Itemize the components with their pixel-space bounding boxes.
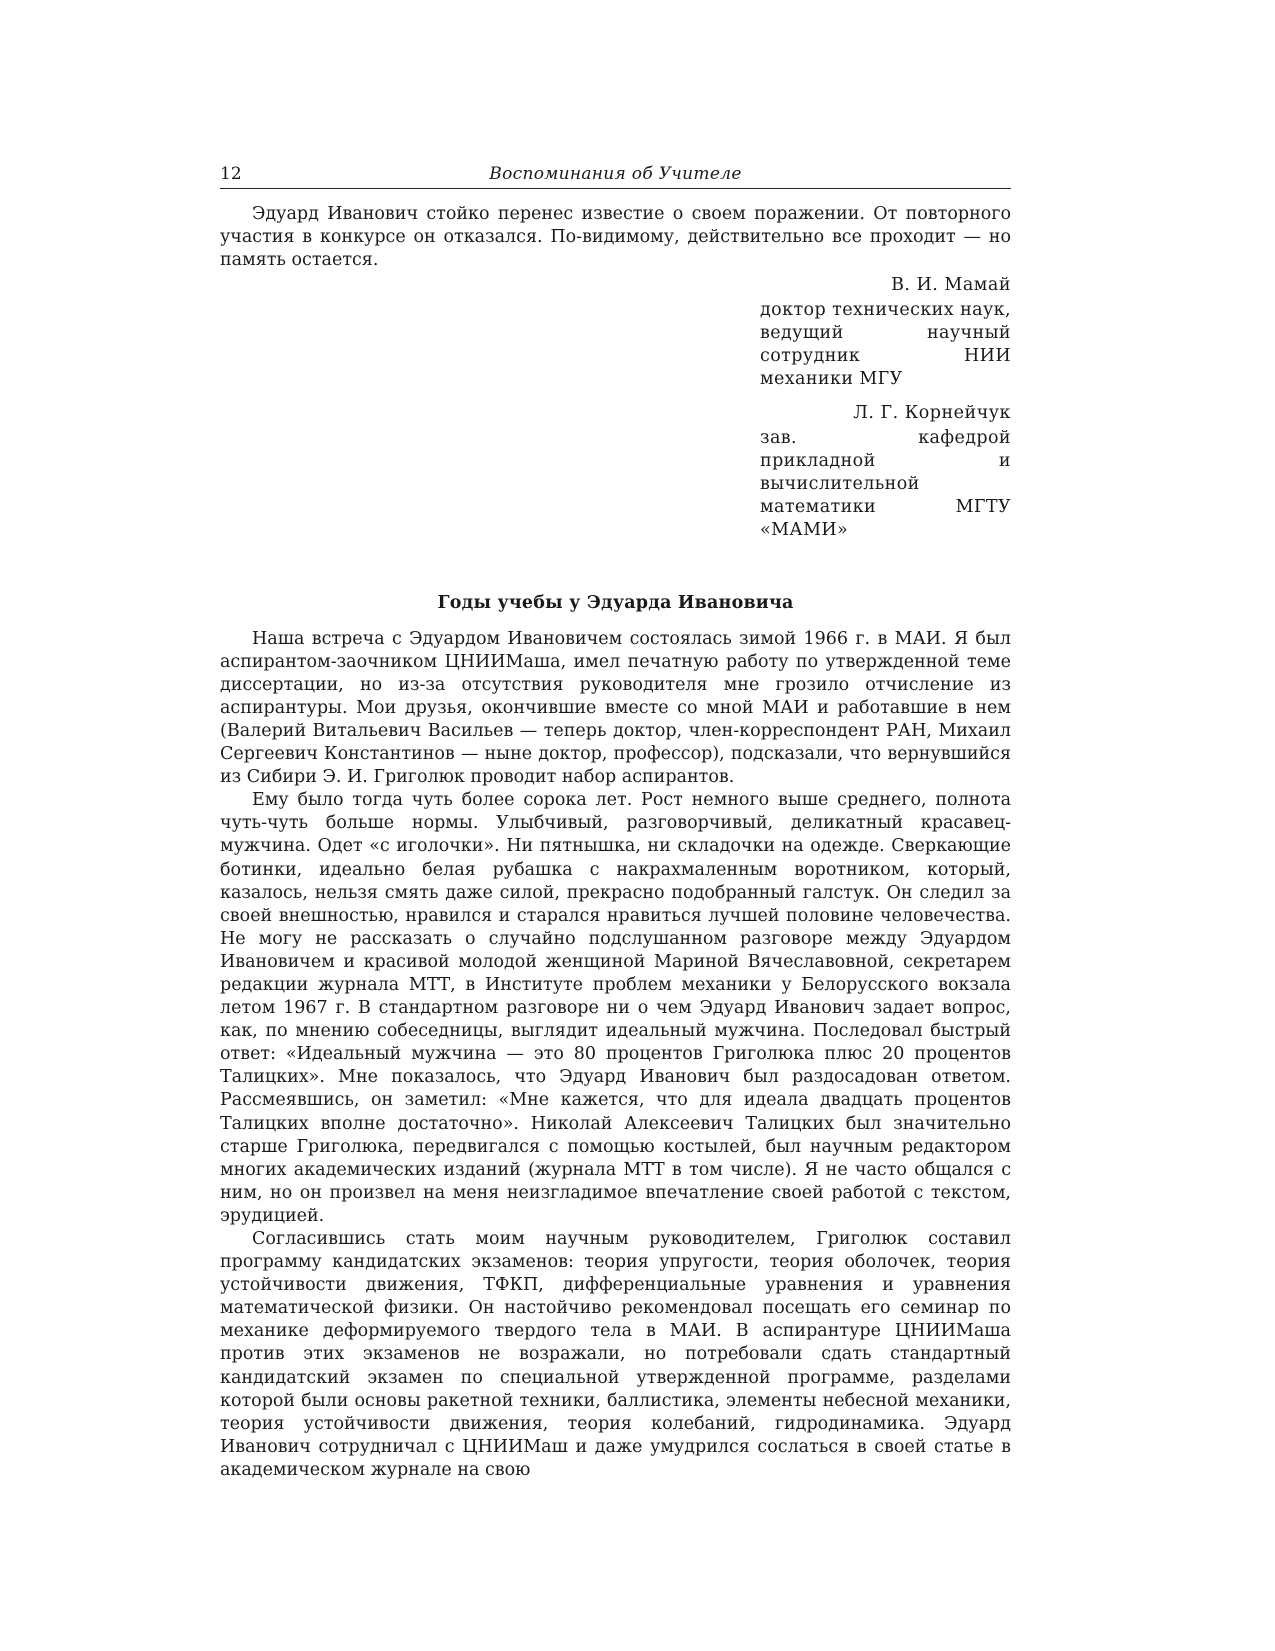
- running-header: [220, 160, 1011, 189]
- running-title: Воспоминания об Учителе: [489, 164, 742, 184]
- signature-name-1: В. И. Мамай: [891, 275, 1011, 296]
- signature-block: [760, 274, 1011, 542]
- page-number: 12: [220, 164, 242, 184]
- page-content: [220, 203, 1011, 1482]
- body-paragraph-2: Ему было тогда чуть более сорока лет. Рост немного выше среднего, полнота чуть-чуть больше нормы. Улыбчивый, разговорчивый, деликатный красавец-мужчина. Одет «с иголочки». Ни пятнышка, ни складочки на одежде. Сверкающие ботинки, идеально белая рубашка с накрахмаленным воротником, который, казалось, нельзя смять даже силой, прекрасно подобранный галстук. Он следил за своей внешностью, нравился и старался нравиться лучшей половине человечества. Не могу не рассказать о случайно подслушанном разговоре между Эдуардом Ивановичем и красивой молодой женщиной Мариной Вячеславовной, секретарем редакции журнала МТТ, в Институте проблем механики у Белорусского вокзала летом 1967 г. В стандартном разговоре ни о чем Эдуард Иванович задает вопрос, как, по мнению собеседницы, выглядит идеальный мужчина. Последовал быстрый ответ: «Идеальный мужчина — это 80 процентов Григолюка плюс 20 процентов Талицких». Мне показалось, что Эдуард Иванович был раздосадован ответом. Рассмеявшись, он заметил: «Мне кажется, что для идеала двадцать процентов Талицких вполне достаточно». Николай Алексеевич Талицких был значительно старше Григолюка, передвигался с помощью костылей, был научным редактором многих академических изданий (журнала МТТ в том числе). Я не часто общался с ним, но он произвел на меня неизгладимое впечатление своей работой с текстом, эрудицией.: [220, 790, 1011, 1226]
- body-paragraph-3: Согласившись стать моим научным руководителем, Григолюк составил программу кандидатских экзаменов: теория упругости, теория оболочек, теория устойчивости движения, ТФКП, дифференциальные уравнения и уравнения математической физики. Он настойчиво рекомендовал посещать его семинар по механике деформируемого твердого тела в МАИ. В аспирантуре ЦНИИМаша против этих экзаменов не возражали, но потребовали сдать стандартный кандидатский экзамен по специальной утвержденной программе, разделами которой были основы ракетной техники, баллистика, элементы небесной механики, теория устойчивости движения, теория колебаний, гидродинамика. Эдуард Иванович сотрудничал с ЦНИИМаш и даже умудрился сослаться в своей статье в академическом журнале на свою: [220, 1229, 1011, 1480]
- section-title: Годы учебы у Эдуарда Ивановича: [437, 593, 794, 614]
- signature-name-2: Л. Г. Корнейчук: [853, 403, 1011, 424]
- intro-paragraph: Эдуард Иванович стойко перенес известие о своем поражении. От повторного участия в конкурсе он отказался. По-видимому, действительно все проходит — но память остается.: [220, 204, 1011, 271]
- signature-role-2: зав. кафедрой прикладной и вычислительной математики МГТУ «МАМИ»: [760, 428, 1011, 541]
- body-paragraph-1: Наша встреча с Эдуардом Ивановичем состоялась зимой 1966 г. в МАИ. Я был аспирантом-заочником ЦНИИМаша, имел печатную работу по утвержденной теме диссертации, но из-за отсутствия руководителя мне грозило отчисление из аспирантуры. Мои друзья, окончившие вместе со мной МАИ и работавшие в нем (Валерий Витальевич Васильев — теперь доктор, член-корреспондент РАН, Михаил Сергеевич Константинов — ныне доктор, профессор), подсказали, что вернувшийся из Сибири Э. И. Григолюк проводит набор аспирантов.: [220, 628, 1011, 788]
- book-page: [220, 160, 1011, 1482]
- signature-role-1: доктор технических наук, ведущий научный сотрудник НИИ механики МГУ: [760, 300, 1011, 390]
